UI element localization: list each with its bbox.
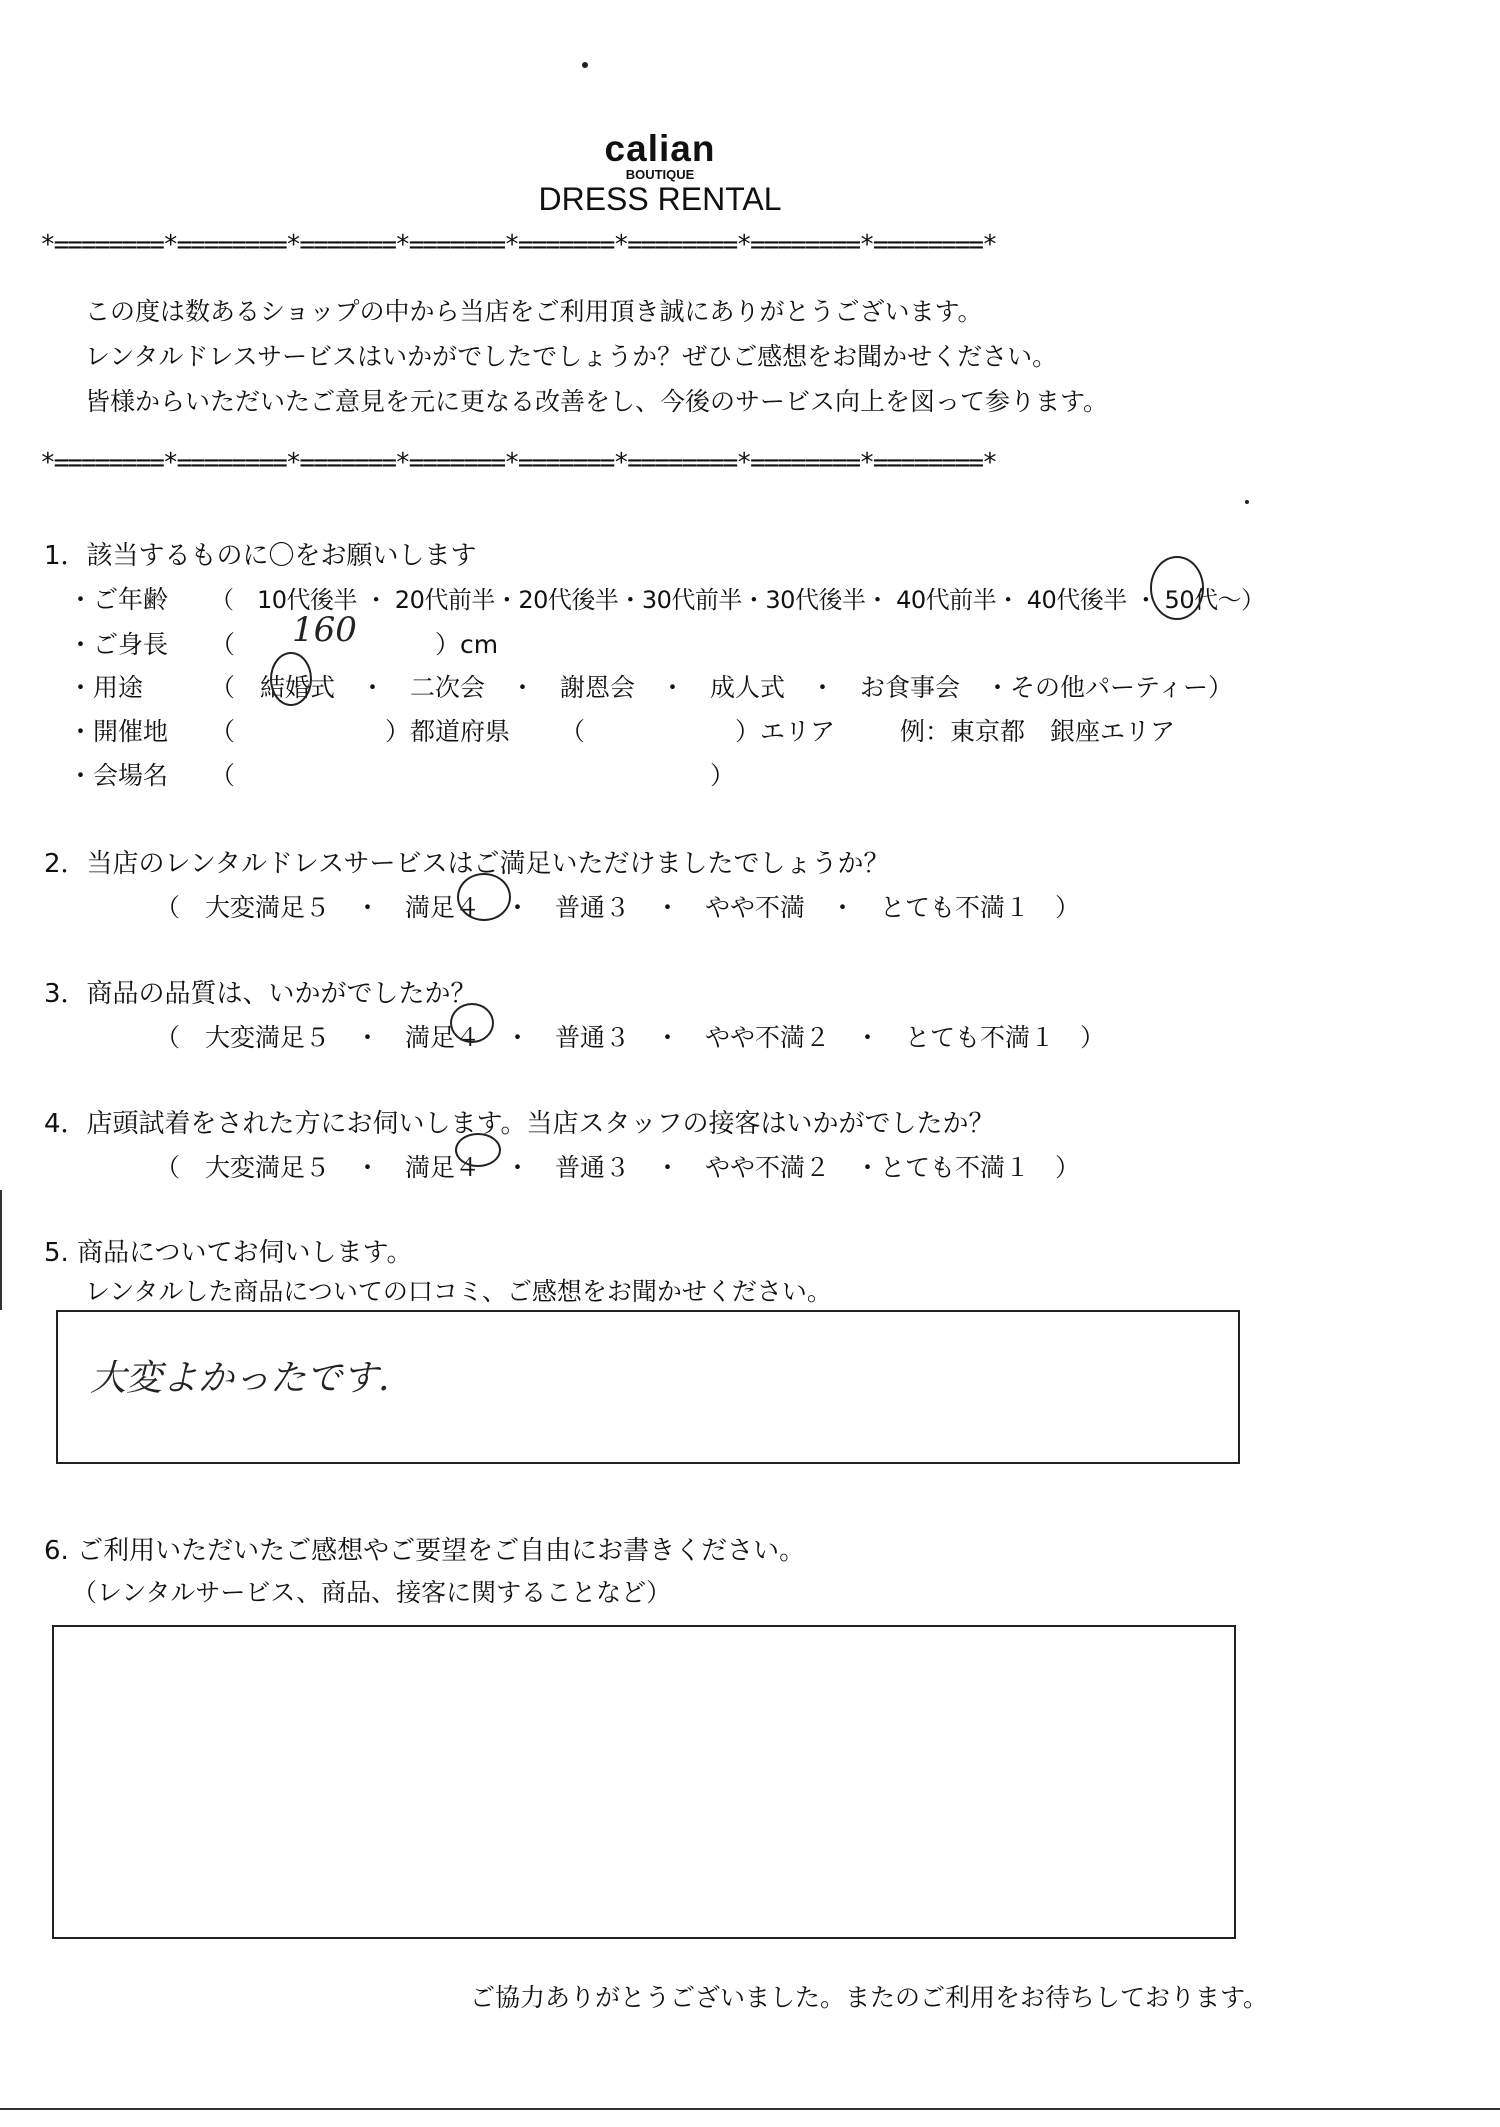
age-options[interactable]: （ 10代後半 ・ 20代前半・20代後半・30代前半・30代後半・ 40代前半・ 40代後半 ・ 50代〜） <box>210 586 1265 614</box>
q4-options[interactable]: （ 大変満足５ ・ 満足４ ・ 普通３ ・ やや不満２ ・とても不満１ ） <box>155 1153 1081 1182</box>
q5-subtitle: レンタルした商品についての口コミ、ご感想をお聞かせください。 <box>85 1277 832 1306</box>
intro-line-1: この度は数あるショップの中から当店をご利用頂き誠にありがとうございます。 <box>85 297 983 326</box>
scan-dot <box>1245 500 1249 504</box>
q5-answer-text: 大変よかったです. <box>90 1358 390 1399</box>
q5-title: 5. 商品についてお伺いします。 <box>44 1238 413 1268</box>
height-unit: ）cm <box>435 630 499 659</box>
purpose-selection-circle <box>270 652 312 706</box>
q2-title: 2．当店のレンタルドレスサービスはご満足いただけましたでしょうか？ <box>44 849 890 879</box>
height-open: （ <box>210 630 236 659</box>
venue-label: ・開催地 <box>68 717 169 746</box>
logo-title: DRESS RENTAL <box>538 181 782 217</box>
intro-line-3: 皆様からいただいたご意見を元に更なる改善をし、今後のサービス向上を図って参ります。 <box>85 387 1109 416</box>
age-selection-circle <box>1150 556 1204 620</box>
logo-name: calian <box>604 128 716 169</box>
age-label: ・ご年齢 <box>68 585 169 614</box>
q4-title: 4．店頭試着をされた方にお伺いします。当店スタッフの接客はいかがでしたか？ <box>44 1109 995 1139</box>
separator-bottom: *========*========*=======*=======*=======*========*========*========* <box>40 448 996 478</box>
q2-options[interactable]: （ 大変満足５ ・ 満足４ ・ 普通３ ・ やや不満 ・ とても不満１ ） <box>155 893 1081 922</box>
q2-selection-circle <box>457 873 511 921</box>
purpose-label: ・用途 <box>68 673 144 702</box>
scan-bottom-line <box>0 2108 1500 2110</box>
footer-message: ご協力ありがとうございました。またのご利用をお待ちしております。 <box>470 1983 1269 2012</box>
purpose-options[interactable]: （ 結婚式 ・ 二次会 ・ 謝恩会 ・ 成人式 ・ お食事会 ・その他パーティー） <box>210 673 1234 702</box>
scan-edge-line <box>0 1190 2 1310</box>
intro-line-2: レンタルドレスサービスはいかがでしたでしょうか？ぜひご感想をお聞かせください。 <box>85 342 1058 371</box>
hall-label: ・会場名 <box>68 761 169 790</box>
q5-answer-box[interactable] <box>56 1310 1240 1464</box>
q4-selection-circle <box>455 1133 501 1167</box>
venue-open: （ <box>210 717 236 746</box>
separator-top: *========*========*=======*=======*=======*========*========*========* <box>40 230 996 260</box>
hall-open: （ <box>210 761 236 790</box>
q6-answer-box[interactable] <box>52 1625 1236 1939</box>
q3-selection-circle <box>450 1003 494 1043</box>
height-value[interactable]: 160 <box>292 610 357 650</box>
q3-title: 3．商品の品質は、いかがでしたか？ <box>44 979 477 1009</box>
venue-example: 例：東京都 銀座エリア <box>900 717 1176 746</box>
logo-sub: BOUTIQUE <box>625 167 695 182</box>
venue-area[interactable]: ）エリア <box>735 717 836 746</box>
q3-options[interactable]: （ 大変満足５ ・ 満足４ ・ 普通３ ・ やや不満２ ・ とても不満１ ） <box>155 1023 1106 1052</box>
venue-open-2: （ <box>560 717 586 746</box>
hall-close[interactable]: ） <box>710 761 736 790</box>
q1-title: 1．該当するものに〇をお願いします <box>44 541 477 571</box>
q6-title: 6. ご利用いただいたご感想やご要望をご自由にお書きください。 <box>44 1536 806 1566</box>
scan-dot <box>582 62 588 68</box>
q6-subtitle: （レンタルサービス、商品、接客に関することなど） <box>72 1578 672 1607</box>
height-label: ・ご身長 <box>68 630 169 659</box>
venue-prefecture[interactable]: ）都道府県 <box>385 717 511 746</box>
